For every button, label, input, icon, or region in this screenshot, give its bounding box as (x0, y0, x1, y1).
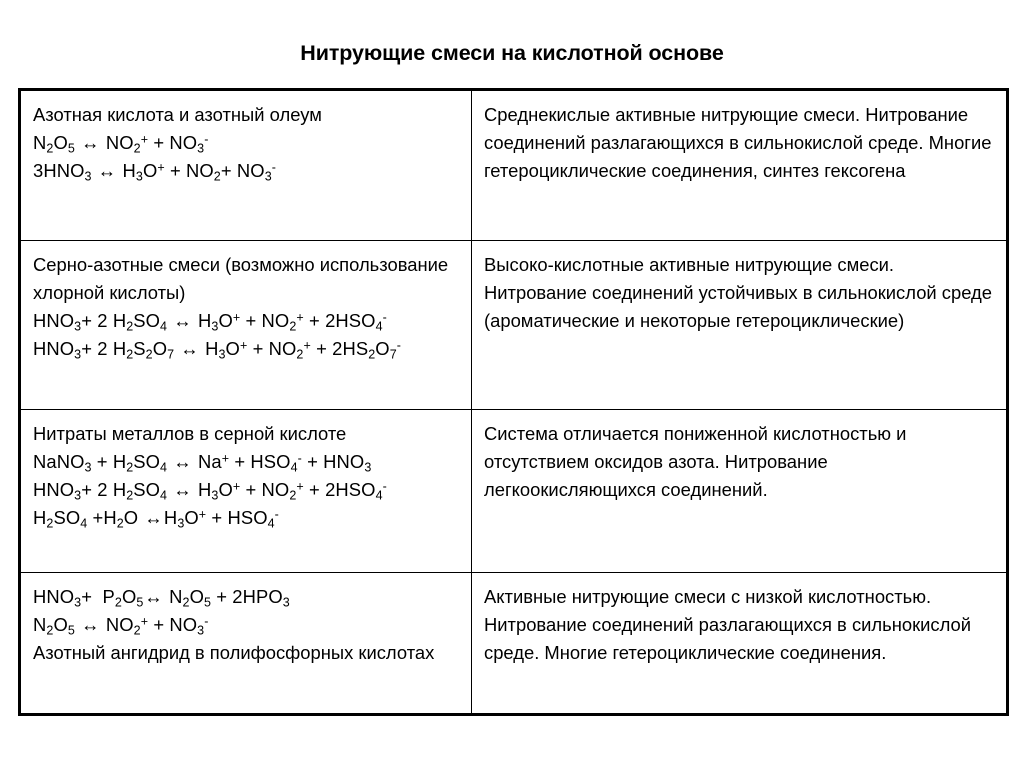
row-3-formula-2: $HNO_3+ 2$ $H_2SO_4$ ↔ $H_3O^+ + NO_2^+ + 2HSO_4^-$ (33, 478, 387, 503)
row-3-heading: Нитраты металлов в серной кислоте (33, 423, 347, 444)
row-2-right-cell (472, 241, 1008, 410)
table-container (18, 88, 1006, 716)
row-3-formula-1: NaNO$_3$ + $H_2SO_4$ ↔ $Na^+ + HSO_4^- + HNO_3$ (33, 450, 372, 475)
row-1-right-cell (472, 90, 1008, 241)
row-2-left-cell (20, 241, 472, 410)
row-3-left-cell (20, 410, 472, 573)
row-4-left-cell (20, 573, 472, 715)
row-2-formula-2: $HNO_3+ 2$ $H_2S_2O_7$ ↔ $H_3O^+ + NO_2^+ + 2HS_2O_7^-$ (33, 337, 402, 362)
nitrating-mixtures-table (18, 88, 1009, 716)
row-4-formula-1: $HNO_3+$ $P_2O_5\leftrightarrow$ $N_2O_5 + 2HPO_3$ (33, 586, 290, 610)
row-2-description: Высоко-кислотные активные нитрующие смеси. Нитрование соединений устойчивых в сильнокислой среде (ароматические и некоторые гетероциклические) (484, 254, 993, 331)
row-2-formula-1: $HNO_3+ 2$ $H_2SO_4$ ↔ $H_3O^+ + NO_2^+ + 2HSO_4^-$ (33, 309, 387, 334)
row-4-description: Активные нитрующие смеси с низкой кислотностью. Нитрование соединений разлагающихся в сильнокислой среде. Многие гетероциклические соединения. (484, 586, 972, 663)
table-row (20, 410, 1008, 573)
row-4-right-cell (472, 573, 1008, 715)
row-4-formula-2: $N_2O_5$ ↔ $NO_2^+ + NO_3^-$ (33, 613, 209, 638)
page-title: Нитрующие смеси на кислотной основе (300, 41, 724, 65)
row-3-formula-3: $H_2SO_4 +H_2O$ $\leftrightarrow H_3O^+ + HSO_4^-$ (33, 506, 279, 531)
table-row (20, 573, 1008, 715)
row-3-description: Система отличается пониженной кислотностью и отсутствием оксидов азота. Нитрование легкоокисляющихся соединений. (484, 423, 907, 500)
row-1-description: Среднекислые активные нитрующие смеси. Нитрование соединений разлагающихся в сильнокислой среде. Многие гетероциклические соединения, синтез гексогена (484, 104, 992, 181)
row-1-heading: Азотная кислота и азотный олеум (33, 104, 322, 125)
row-1-formula-2: $3HNO_3$ ↔ $H_3O^+ + NO_2+ NO_3^-$ (33, 159, 277, 184)
table-row (20, 90, 1008, 241)
row-2-heading: Серно-азотные смеси (возможно использование хлорной кислоты) (33, 254, 449, 303)
row-1-left-cell (20, 90, 472, 241)
row-3-right-cell (472, 410, 1008, 573)
row-4-heading: Азотный ангидрид в полифосфорных кислотах (33, 641, 435, 663)
table-row (20, 241, 1008, 410)
row-1-formula-1: $N_2O_5$ ↔ $NO_2^+ + NO_3^-$ (33, 131, 209, 156)
